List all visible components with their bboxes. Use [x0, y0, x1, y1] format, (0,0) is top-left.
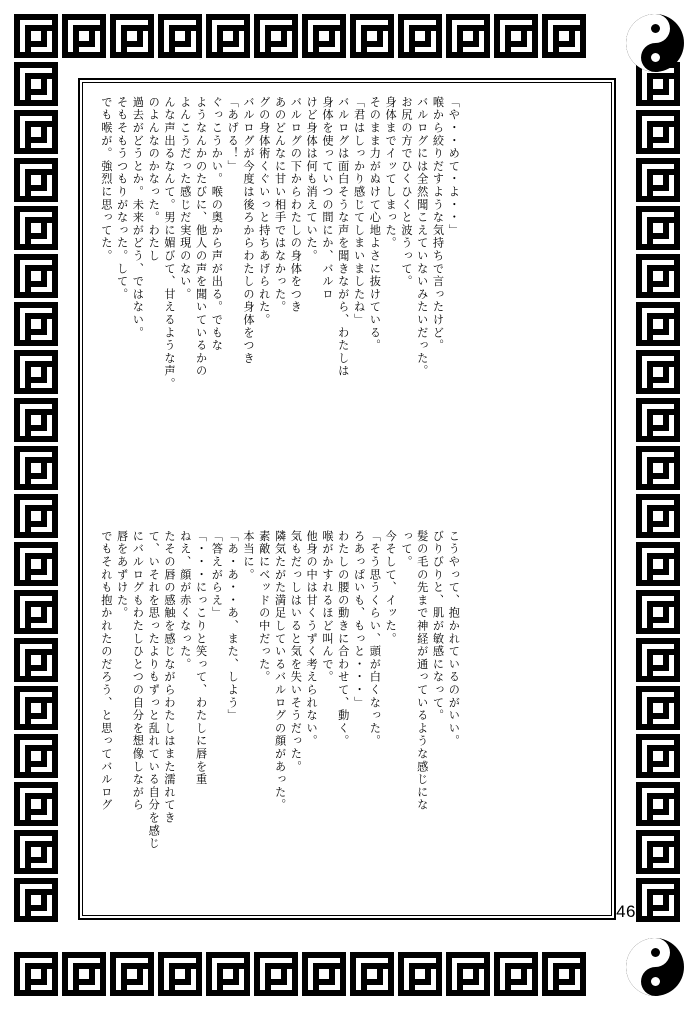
border-meander-unit	[14, 542, 58, 586]
text-column: 身体を使っていつの間にか、バルロ	[320, 96, 334, 301]
text-column: って。	[399, 530, 413, 569]
border-meander-unit	[14, 62, 58, 106]
page-number: 46	[616, 902, 636, 921]
text-block-lower	[96, 530, 459, 890]
border-meander-unit	[636, 878, 680, 922]
border-meander-unit	[302, 952, 346, 996]
border-meander-unit	[158, 952, 202, 996]
text-column: んな声出るなんて。男に媚びて、甘えるような声。	[162, 96, 176, 391]
text-column: 唇をあずけた。	[115, 530, 129, 620]
text-column: バルログは面白そうな声を聞きながら、わたしは	[336, 96, 350, 378]
text-column: バルログが今度は後ろからわたしの身体をつき	[241, 96, 255, 365]
text-column: て、いそれを思ったよりもずっと乱れている自分を感じ	[147, 530, 161, 850]
border-meander-unit	[636, 542, 680, 586]
border-meander-unit	[636, 302, 680, 346]
border-meander-unit	[14, 254, 58, 298]
text-column: 身体までイッてしまった。	[384, 96, 398, 250]
border-meander-unit	[14, 446, 58, 490]
border-meander-unit	[636, 158, 680, 202]
text-column: わたしの腰の動きに合わせて、動く。	[336, 530, 350, 748]
text-column: でも喉が。強烈に思ってた。	[99, 96, 113, 263]
text-column: あのどんなに甘い相手ではなかった。	[273, 96, 287, 314]
border-meander-unit	[206, 952, 250, 996]
border-meander-unit	[14, 734, 58, 778]
yin-yang-icon	[626, 14, 684, 72]
text-column: 隣気たがた満足しているバルログの顔があった。	[273, 530, 287, 812]
border-meander-unit	[446, 14, 490, 58]
border-meander-unit	[636, 638, 680, 682]
border-meander-unit	[636, 110, 680, 154]
text-column: 素敵にベッドの中だった。	[257, 530, 271, 684]
border-meander-unit	[494, 14, 538, 58]
text-column: びりびりと、肌が敏感になって。	[431, 530, 445, 722]
text-column: そもそもうつもりがなった。して。	[115, 96, 129, 301]
text-block-upper	[96, 96, 459, 496]
text-column: 「答えがらえ」	[210, 530, 224, 620]
border-meander-unit	[158, 14, 202, 58]
text-column: ねえ、顔が赤くなった。	[178, 530, 192, 671]
text-column: 「・・・にっこりと笑って、わたしに唇を重	[194, 530, 208, 786]
border-meander-unit	[14, 398, 58, 442]
border-meander-unit	[14, 158, 58, 202]
border-meander-unit	[350, 952, 394, 996]
border-meander-unit	[254, 14, 298, 58]
text-column: 「君はしっかり感じてしまいましたね」	[352, 96, 366, 327]
border-meander-unit	[62, 952, 106, 996]
text-column: ぐっこうかい。喉の奥から声が出る。でもな	[210, 96, 224, 352]
border-meander-unit	[494, 952, 538, 996]
text-column: 他身の中は甘くうずく考えられない。	[305, 530, 319, 748]
border-meander-unit	[14, 878, 58, 922]
text-column: バルログには全然聞こえていないみたいだった。	[415, 96, 429, 378]
border-meander-unit	[62, 14, 106, 58]
text-column: 「あげる！」	[226, 96, 240, 173]
text-column: 過去がどうとか。未来がどう、ではない。	[131, 96, 145, 340]
text-column: 喉がかすれるほど叫んで。	[320, 530, 334, 684]
border-meander-unit	[636, 494, 680, 538]
text-column: 気もだっしはいると気を失いそうだった。	[289, 530, 303, 774]
border-meander-unit	[636, 350, 680, 394]
text-column: お尻の方でひくひくと波うって。	[399, 96, 413, 288]
text-column: 今そして、イッた。	[384, 530, 398, 646]
border-meander-unit	[206, 14, 250, 58]
border-meander-unit	[302, 14, 346, 58]
border-meander-unit	[14, 952, 58, 996]
border-meander-unit	[14, 206, 58, 250]
border-meander-unit	[110, 952, 154, 996]
border-meander-unit	[398, 14, 442, 58]
text-column: けど身体は何も消えていた。	[305, 96, 319, 263]
text-column: のよんなのかなった。わたし	[147, 96, 161, 263]
text-column: ようなんかのたびに、他人の声を聞いているかの	[194, 96, 208, 378]
text-column: バルログの下からわたしの身体をつき	[289, 96, 303, 314]
border-meander-unit	[110, 14, 154, 58]
border-meander-unit	[14, 302, 58, 346]
border-meander-unit	[14, 110, 58, 154]
text-column: 本当に。	[241, 530, 255, 582]
border-meander-unit	[14, 494, 58, 538]
text-column: 「あ・あ・・あ、また、しよう」	[226, 530, 240, 722]
border-meander-unit	[14, 638, 58, 682]
text-column: ろあっぱいも、もっと・・・」	[352, 530, 366, 710]
border-meander-unit	[14, 782, 58, 826]
text-column: そのまま力がぬけて心地よさに抜けている。	[368, 96, 382, 352]
border-meander-unit	[398, 952, 442, 996]
text-column: にバルログもわたしひとつの自分を想像しながら	[131, 530, 145, 812]
border-meander-unit	[636, 398, 680, 442]
border-meander-unit	[542, 14, 586, 58]
border-meander-unit	[446, 952, 490, 996]
border-meander-unit	[542, 952, 586, 996]
text-column: よんこうだった感じだ実現のない。	[178, 96, 192, 301]
border-meander-unit	[14, 686, 58, 730]
text-column: 「や・・めて・よ・・」	[447, 96, 461, 237]
border-meander-unit	[254, 952, 298, 996]
border-meander-unit	[14, 590, 58, 634]
text-column: こうやって、抱かれているのがいい。	[447, 530, 461, 748]
border-meander-unit	[636, 254, 680, 298]
border-meander-unit	[636, 590, 680, 634]
text-column: でもそれも抱かれたのだろう、と思ってバルログ	[99, 530, 113, 812]
text-column: 喉から絞りだすような気持ちで言ったけど。	[431, 96, 445, 352]
text-column: 「そう思うくらい、頭が白くなった。	[368, 530, 382, 748]
text-column: たその唇の感触を感じながらわたしはまた濡れてき	[162, 530, 176, 825]
border-meander-unit	[636, 782, 680, 826]
border-meander-unit	[636, 686, 680, 730]
border-meander-unit	[636, 206, 680, 250]
border-meander-unit	[636, 734, 680, 778]
border-meander-unit	[350, 14, 394, 58]
border-meander-unit	[636, 446, 680, 490]
border-meander-unit	[14, 350, 58, 394]
border-meander-unit	[636, 830, 680, 874]
text-column: 髪の毛の先まで神経が通っているような感じにな	[415, 530, 429, 812]
border-meander-unit	[14, 14, 58, 58]
text-column: グの身体術くぐいっと持ちあげられた。	[257, 96, 271, 327]
border-meander-unit	[14, 830, 58, 874]
yin-yang-icon	[626, 938, 684, 996]
